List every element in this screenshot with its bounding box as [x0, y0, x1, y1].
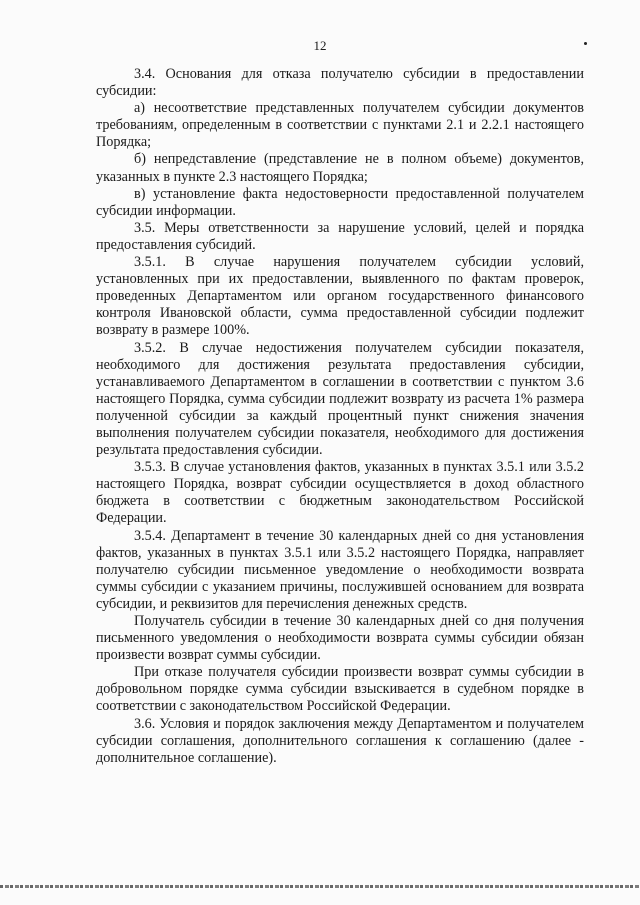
paragraph-3-5: 3.5. Меры ответственности за нарушение условий, целей и порядка предоставления субсидий.	[96, 219, 584, 253]
paragraph-3-4-a: а) несоответствие представленных получателем субсидии документов требованиям, определенным в соответствии с пунктами 2.1 и 2.2.1 настоящего Порядка;	[96, 100, 584, 151]
paragraph-3-4-b: б) непредставление (представление не в полном объеме) документов, указанных в пункте 2.3 настоящего Порядка;	[96, 151, 584, 185]
scan-artifact-line	[0, 885, 640, 888]
paragraph-3-4: 3.4. Основания для отказа получателю субсидии в предоставлении субсидии:	[96, 66, 584, 100]
paragraph-3-5-2: 3.5.2. В случае недостижения получателем субсидии показателя, необходимого для достижения результата предоставления субсидии, устанавливаемого Департаментом в соглашении в соответствии с пунктом 3.6 настоящего Порядка, сумма субсидии подлежит возврату из расчета 1% размера полученной субсидии за каждый процентный пункт снижения значения выполнения получателем субсидии показателя, необходимого для достижения результата предоставления субсидии.	[96, 339, 584, 459]
paragraph-recipient-obligation: Получатель субсидии в течение 30 календарных дней со дня получения письменного уведомления о необходимости возврата суммы субсидии обязан произвести возврат суммы субсидии.	[96, 613, 584, 664]
paragraph-3-5-1: 3.5.1. В случае нарушения получателем субсидии условий, установленных при их предоставлении, выявленного по фактам проверок, проведенных Департаментом или органом государственного финансового контроля Ивановской области, сумма предоставленной субсидии подлежит возврату в размере 100%.	[96, 254, 584, 339]
page-number: 12	[313, 38, 327, 53]
document-body	[96, 66, 584, 767]
paragraph-3-5-4: 3.5.4. Департамент в течение 30 календарных дней со дня установления фактов, указанных в пунктах 3.5.1 или 3.5.2 настоящего Порядка, направляет получателю субсидии письменное уведомление о необходимости возврата суммы субсидии с указанием причины, послужившей основанием для возврата субсидии, и реквизитов для перечисления денежных средств.	[96, 527, 584, 612]
paragraph-refusal: При отказе получателя субсидии произвести возврат суммы субсидии в добровольном порядке сумма субсидии взыскивается в судебном порядке в соответствии с законодательством Российской Федерации.	[96, 664, 584, 715]
scan-speck	[584, 42, 587, 45]
paragraph-3-6: 3.6. Условия и порядок заключения между Департаментом и получателем субсидии соглашения, дополнительного соглашения к соглашению (далее - дополнительное соглашение).	[96, 715, 584, 766]
paragraph-3-4-c: в) установление факта недостоверности предоставленной получателем субсидии информации.	[96, 185, 584, 219]
paragraph-3-5-3: 3.5.3. В случае установления фактов, указанных в пунктах 3.5.1 или 3.5.2 настоящего Порядка, возврат субсидии осуществляется в доход областного бюджета в соответствии с бюджетным законодательством Российской Федерации.	[96, 459, 584, 527]
